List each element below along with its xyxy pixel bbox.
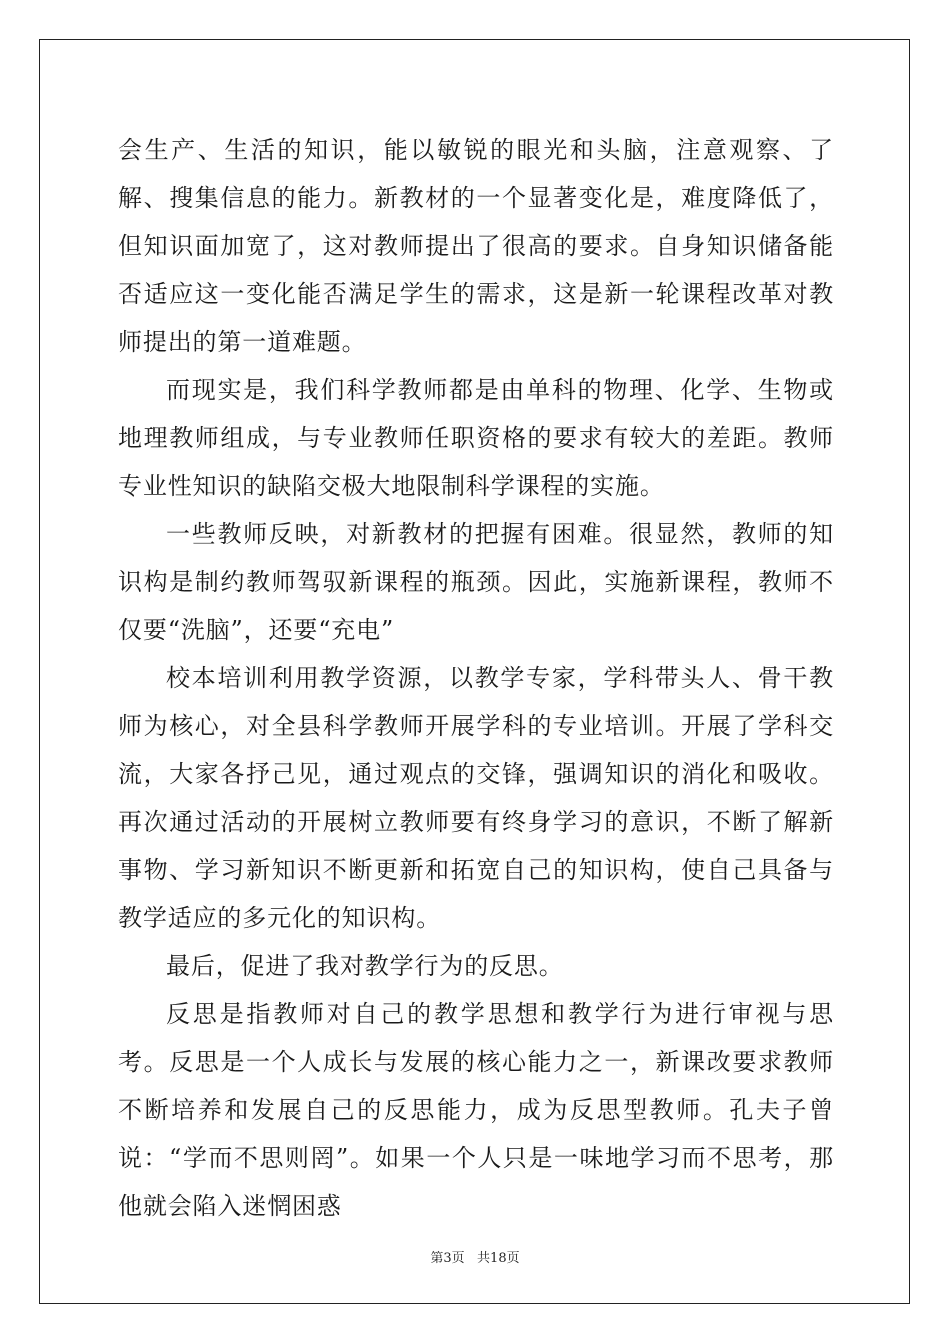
paragraph-1: 会生产、生活的知识，能以敏锐的眼光和头脑，注意观察、了解、搜集信息的能力。新教材的一个显著变化是，难度降低了，但知识面加宽了，这对教师提出了很高的要求。自身知识储备能否适应这一变化能否满足学生的需求，这是新一轮课程改革对教师提出的第一道难题。 [118, 136, 834, 356]
paragraph-3: 一些教师反映，对新教材的把握有困难。很显然，教师的知识构是制约教师驾驭新课程的瓶颈。因此，实施新课程，教师不仅要“洗脑”，还要“充电” [118, 520, 834, 644]
paragraph-4: 校本培训利用教学资源，以教学专家，学科带头人、骨干教师为核心，对全县科学教师开展学科的专业培训。开展了学科交流，大家各抒己见，通过观点的交锋，强调知识的消化和吸收。再次通过活动的开展树立教师要有终身学习的意识，不断了解新事物、学习新知识不断更新和拓宽自己的知识构，使自己具备与教学适应的多元化的知识构。 [118, 664, 834, 932]
paragraph-5: 最后，促进了我对教学行为的反思。 [166, 952, 564, 980]
document-body [118, 126, 834, 1230]
paragraph-2: 而现实是，我们科学教师都是由单科的物理、化学、生物或地理教师组成，与专业教师任职资格的要求有较大的差距。教师专业性知识的缺陷交极大地限制科学课程的实施。 [118, 376, 834, 500]
paragraph-6: 反思是指教师对自己的教学思想和教学行为进行审视与思考。反思是一个人成长与发展的核心能力之一，新课改要求教师不断培养和发展自己的反思能力，成为反思型教师。孔夫子曾说：“学而不思则罔”。如果一个人只是一味地学习而不思考，那他就会陷入迷惘困惑 [118, 1000, 834, 1220]
page-number-footer: 第3页 共18页 [430, 1251, 520, 1266]
